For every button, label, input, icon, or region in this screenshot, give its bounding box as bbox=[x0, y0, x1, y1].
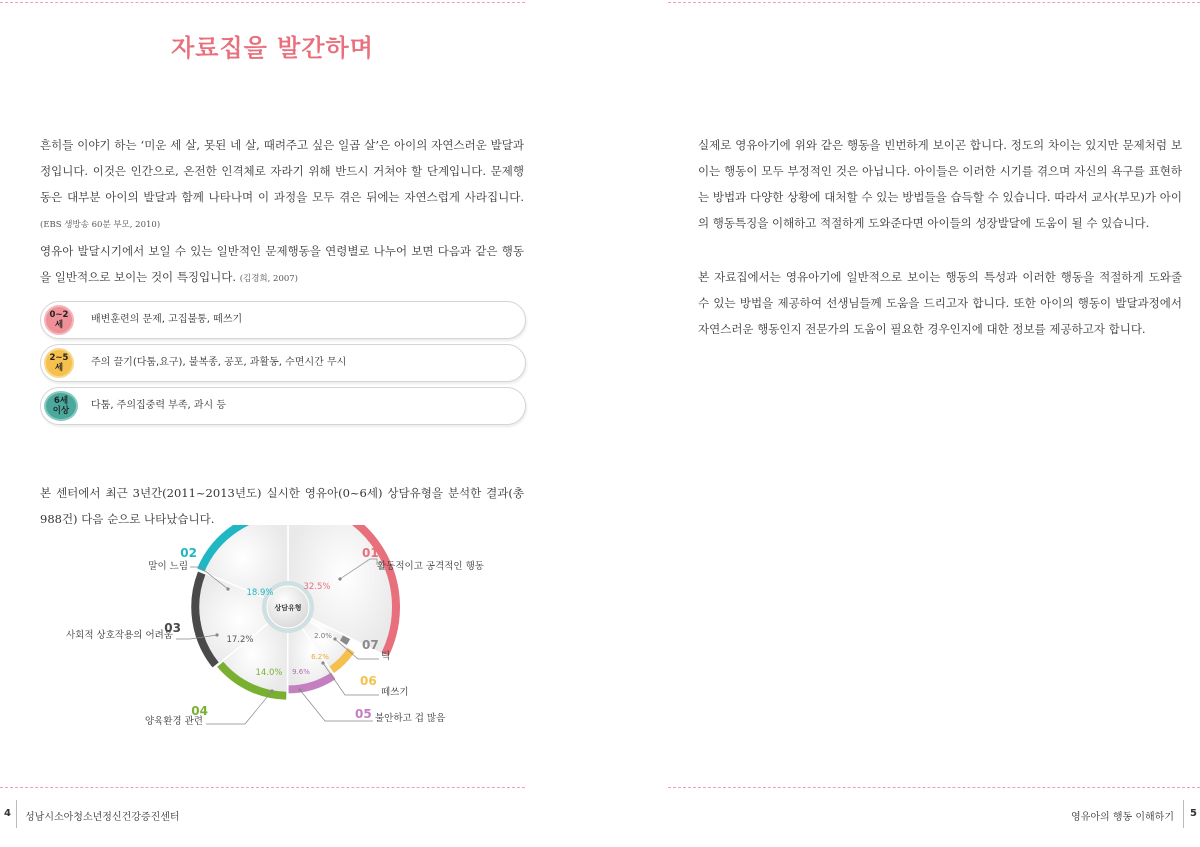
leader-dot bbox=[226, 587, 229, 590]
slice-value-label: 2.0% bbox=[314, 632, 332, 640]
category-number: 02 bbox=[180, 546, 197, 560]
bottom-rule-right bbox=[668, 787, 1200, 788]
leader-dot bbox=[338, 577, 341, 580]
slice-value-label: 17.2% bbox=[226, 635, 254, 645]
top-rule-right bbox=[668, 2, 1200, 3]
category-label: 말이 느림 bbox=[148, 561, 188, 572]
age-behaviors: 다툼, 주의집중력 부족, 과시 등 bbox=[91, 400, 226, 411]
right-paragraph-2: 본 자료집에서는 영유아기에 일반적으로 보이는 행동의 특성과 이러한 행동을 적절하게 도와줄 수 있는 방법을 제공하여 선생님들께 도움을 드리고자 합니다. 또한 아이의 행동이 발달과정에서 자연스러운 행동인지 전문가의 도움이 필요한 경우인지에 대한 정보를 제공하고자 합니다. bbox=[698, 270, 1182, 336]
intro-text: 흔히들 이야기 하는 ‘미운 세 살, 못된 네 살, 때려주고 싶은 일곱 살’은 아이의 자연스러운 발달과정입니다. 이것은 인간으로, 온전한 인격체로 자라기 위해 반드시 거쳐야 할 단계입니다. 문제행동은 대부분 아이의 발달과 함께 나타나며 이 과정을 모두 겪은 뒤에는 자연스럽게 사라집니다. bbox=[40, 138, 524, 204]
chart-title: 상담유형 bbox=[274, 604, 302, 612]
leader-dot bbox=[298, 688, 301, 691]
intro-source: (EBS 생방송 60분 부모, 2010) bbox=[40, 220, 161, 230]
category-number: 07 bbox=[362, 638, 379, 652]
slice-value-label: 14.0% bbox=[255, 668, 283, 678]
category-number: 01 bbox=[362, 546, 379, 560]
footer-divider-right bbox=[1183, 800, 1184, 828]
category-number: 06 bbox=[360, 674, 377, 688]
leader-dot bbox=[215, 633, 218, 636]
age-intro-text: 영유아 발달시기에서 보일 수 있는 일반적인 문제행동을 연령별로 나누어 보면 다음과 같은 행동을 일반적으로 보이는 것이 특징입니다. bbox=[40, 244, 524, 284]
page-number-left: 4 bbox=[4, 808, 11, 819]
age-group-row bbox=[40, 344, 526, 382]
page-title: 자료집을 발간하며 bbox=[171, 34, 374, 62]
slice-value-label: 32.5% bbox=[303, 582, 331, 592]
slice-value-label: 9.6% bbox=[292, 668, 310, 676]
counseling-type-chart bbox=[40, 525, 530, 740]
age-badge: 2~5세 bbox=[44, 348, 74, 378]
age-badge: 0~2세 bbox=[44, 305, 74, 335]
top-rule-left bbox=[0, 2, 525, 3]
age-behaviors: 주의 끌기(다툼,요구), 불복종, 공포, 과활동, 수면시간 무시 bbox=[91, 357, 347, 368]
category-number: 04 bbox=[191, 704, 208, 718]
footer-section-title: 영유아의 행동 이해하기 bbox=[1071, 812, 1174, 823]
pie-slice-band bbox=[343, 637, 346, 643]
footer-center-name: 성남시소아청소년정신건강증진센터 bbox=[25, 812, 180, 823]
category-number: 05 bbox=[355, 707, 372, 721]
slice-value-label: 18.9% bbox=[246, 588, 274, 598]
category-number: 03 bbox=[164, 621, 181, 635]
leader-dot bbox=[333, 637, 336, 640]
page-number-right: 5 bbox=[1190, 808, 1197, 819]
slice-value-label: 6.2% bbox=[311, 653, 329, 661]
intro-paragraph bbox=[40, 132, 524, 238]
age-behaviors: 배변훈련의 문제, 고집불통, 떼쓰기 bbox=[91, 314, 243, 325]
category-label: 양육환경 관련 bbox=[144, 716, 203, 727]
analysis-paragraph: 본 센터에서 최근 3년간(2011~2013년도) 실시한 영유아(0~6세) 상담유형을 분석한 결과(총988건) 다음 순으로 나타났습니다. bbox=[40, 486, 524, 526]
age-intro-source: (김경희, 2007) bbox=[239, 274, 298, 284]
age-group-row bbox=[40, 301, 526, 339]
age-badge: 6세 이상 bbox=[44, 391, 78, 421]
category-label: 불안하고 겁 많음 bbox=[375, 713, 446, 724]
footer-divider-left bbox=[16, 800, 17, 828]
category-label: 떼쓰기 bbox=[381, 687, 409, 698]
age-intro-paragraph bbox=[40, 238, 524, 292]
category-label: 활동적이고 공격적인 행동 bbox=[377, 561, 484, 572]
bottom-rule-left bbox=[0, 787, 525, 788]
category-label: 틱 bbox=[381, 651, 391, 662]
leader-dot bbox=[270, 689, 273, 692]
right-paragraph-1: 실제로 영유아기에 위와 같은 행동을 빈번하게 보이곤 합니다. 정도의 차이는 있지만 문제처럼 보이는 행동이 모두 부정적인 것은 아닙니다. 아이들은 이러한 시기를 겪으며 자신의 욕구를 표현하는 방법과 다양한 상황에 대처할 수 있는 방법들을 습득할 수 있습니다. 따라서 교사(부모)가 아이의 행동특징을 이해하고 적절하게 도와준다면 아이들의 성장발달에 도움이 될 수 있습니다. bbox=[698, 138, 1182, 230]
leader-dot bbox=[321, 661, 324, 664]
category-label: 사회적 상호작용의 어려움 bbox=[66, 630, 173, 641]
age-group-row bbox=[40, 387, 526, 425]
